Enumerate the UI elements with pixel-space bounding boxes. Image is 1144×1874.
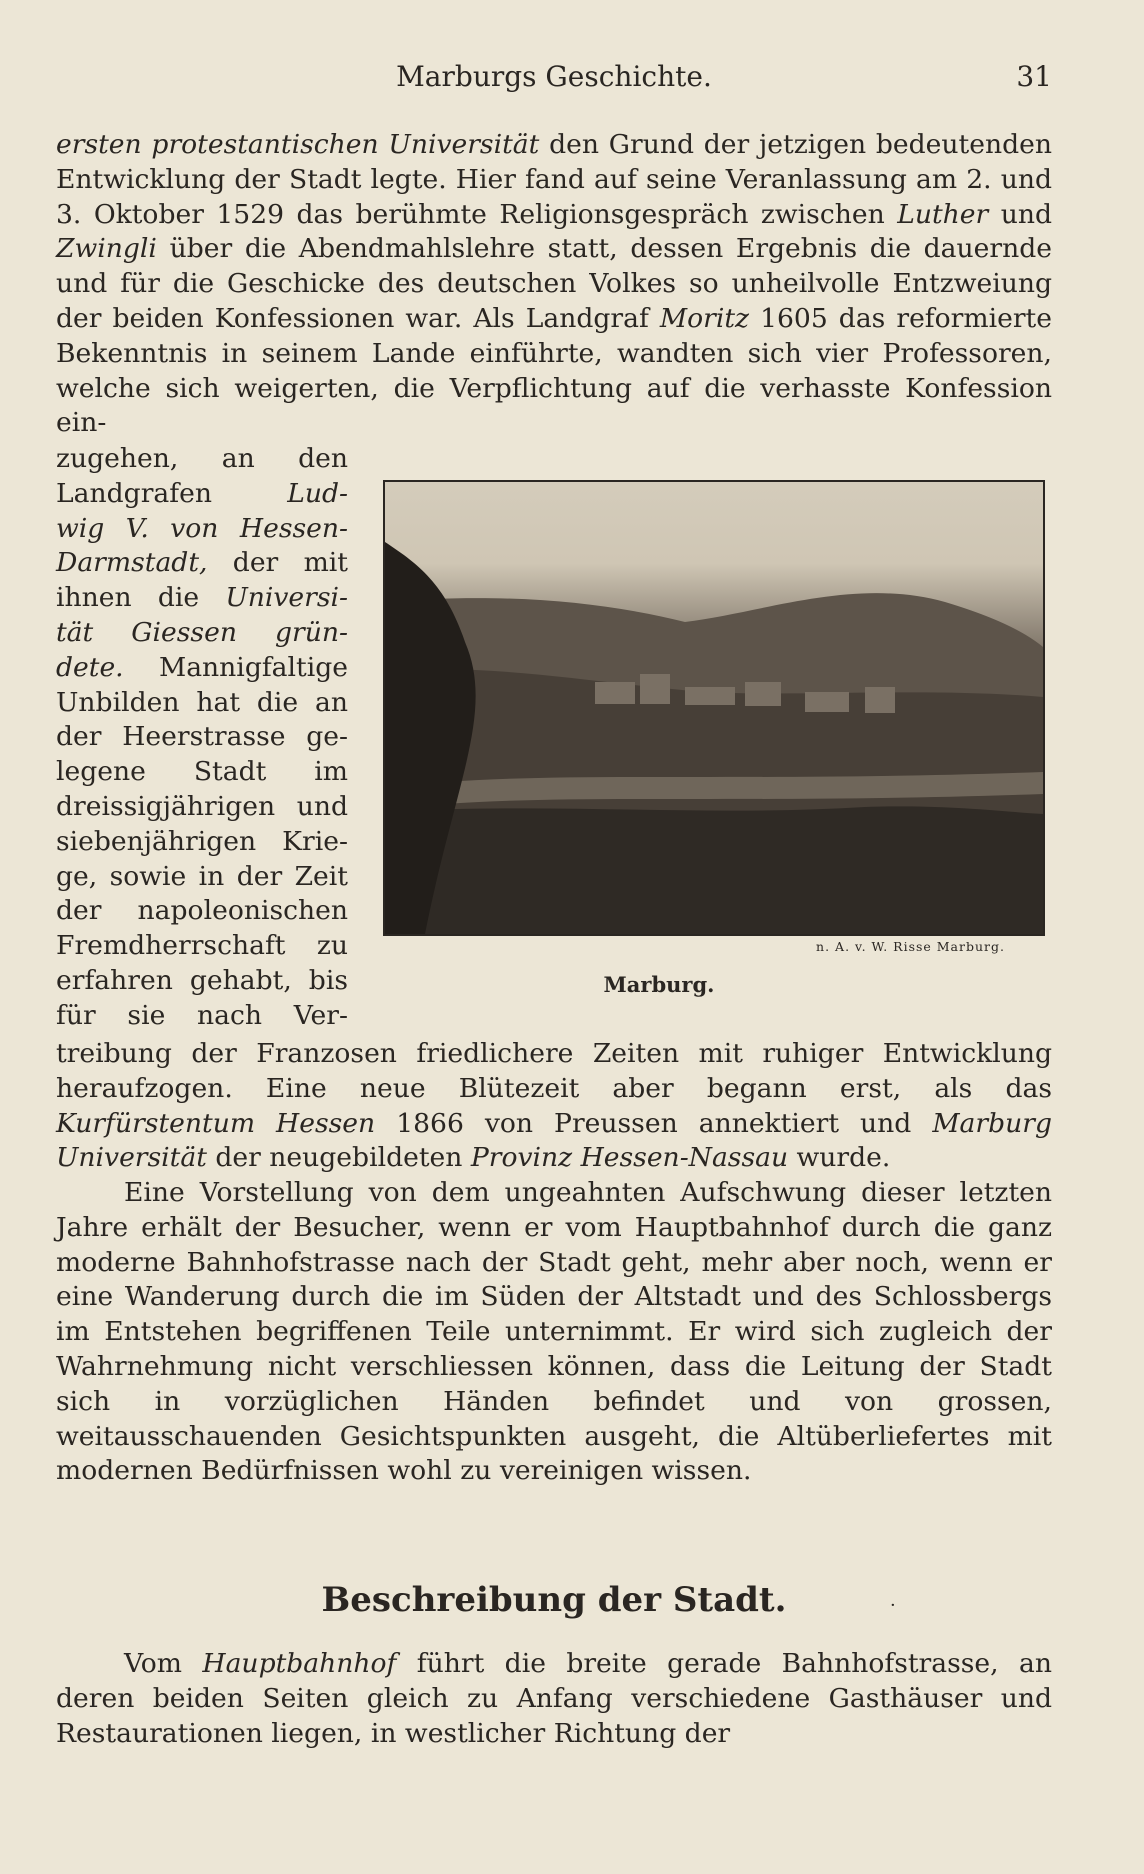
text-line: der Heerstrasse ge- — [56, 721, 348, 753]
paragraph-1-beside-figure — [56, 442, 348, 1034]
text-span: den Grund der jetzigen bedeutenden Entwicklung der Stadt legte. Hier fand auf seine Veranlassung am 2. und 3. Oktober 1529 das berühmte Religionsgespräch zwischen — [56, 129, 1052, 230]
text-span: Luther — [897, 198, 989, 230]
paragraph-3: Vom Hauptbahnhof führt die breite gerade Bahnhofstrasse, an deren beiden Seiten gleich zu Anfang verschiedene Gasthäuser und Restaurationen liegen, in westlicher Richtung der — [56, 1648, 1052, 1749]
text-span: Zwingli — [56, 233, 157, 265]
town-photograph — [383, 480, 1045, 936]
text-line: Darmstadt, der mit — [56, 547, 348, 579]
text-line: erfahren gehabt, bis — [56, 964, 348, 996]
text-line: Fremdherrschaft zu — [56, 930, 348, 962]
text-line: Unbilden hat die an — [56, 686, 348, 718]
text-line: dete. Mannigfaltige — [56, 651, 348, 683]
text-line: dreissigjährigen und — [56, 790, 348, 822]
text-span: und — [1000, 198, 1052, 230]
figure-marburg — [383, 480, 1043, 997]
running-title: Marburgs Geschichte. — [396, 60, 712, 93]
photo-credit: n. A. v. W. Risse Marburg. — [816, 939, 1005, 954]
text-span: 1605 das reformierte Bekenntnis in seinem Lande einführte, wandten sich vier Professoren, welche sich weigerten, die Verpflichtung auf die verhasste Konfession ein- — [56, 302, 1052, 439]
paragraph-1 — [56, 128, 1052, 441]
text-line: der napoleonischen — [56, 895, 348, 927]
text-span: über die Abendmahlslehre statt, dessen Ergebnis die dauernde und für die Geschicke des deutschen Volkes so unheilvolle Entzweiung der beiden Konfessionen war. Als Landgraf — [56, 233, 1052, 334]
text-line: legene Stadt im — [56, 756, 348, 788]
paragraph-2-text: Eine Vorstellung von dem ungeahnten Aufschwung dieser letzten Jahre erhält der Besucher, wenn er vom Hauptbahnhof durch die ganz moderne Bahnhofstrasse nach der Stadt geht, mehr aber noch, wenn er eine Wanderung durch die im Süden der Altstadt und des Schlossbergs im Entstehen begriffenen Teile unternimmt. Er wird sich zugleich der Wahrnehmung nicht verschliessen können, dass die Leitung der Stadt sich in vorzüglichen Händen befindet und von grossen, weitausschauenden Gesichtspunkten ausgeht, die Altüberliefertes mit modernen Bedürfnissen wohl zu vereinigen wissen. — [56, 1177, 1052, 1487]
text-span: Moritz — [659, 302, 750, 334]
text-line: wig V. von Hessen- — [56, 512, 348, 544]
text-line: siebenjährigen Krie- — [56, 825, 348, 857]
text-line: zugehen, an den — [56, 443, 348, 474]
town-photograph-drawing — [385, 482, 1043, 934]
page-number: 31 — [1016, 60, 1052, 93]
figure-caption: Marburg. — [603, 972, 715, 997]
text-line: ihnen die Universi- — [56, 582, 348, 614]
text-line: für sie nach Ver- — [56, 999, 348, 1031]
section-heading: Beschreibung der Stadt. — [321, 1580, 787, 1620]
text-line: tät Giessen grün- — [56, 616, 348, 648]
paragraph-1-tail: treibung der Franzosen friedlichere Zeiten mit ruhiger Entwicklung heraufzogen. Eine neue Blütezeit aber begann erst, als das Kurfürstentum Hessen 1866 von Preussen annektiert und Marburg Universität der neugebildeten Provinz Hessen-Nassau wurde. — [56, 1038, 1052, 1174]
stray-mark: · — [890, 1595, 896, 1616]
text-span: ersten protestantischen Universität — [56, 129, 540, 160]
page-header — [56, 60, 1052, 100]
text-line: Landgrafen Lud- — [56, 477, 348, 509]
paragraph-2 — [56, 1176, 1052, 1489]
text-line: ge, sowie in der Zeit — [56, 860, 348, 892]
